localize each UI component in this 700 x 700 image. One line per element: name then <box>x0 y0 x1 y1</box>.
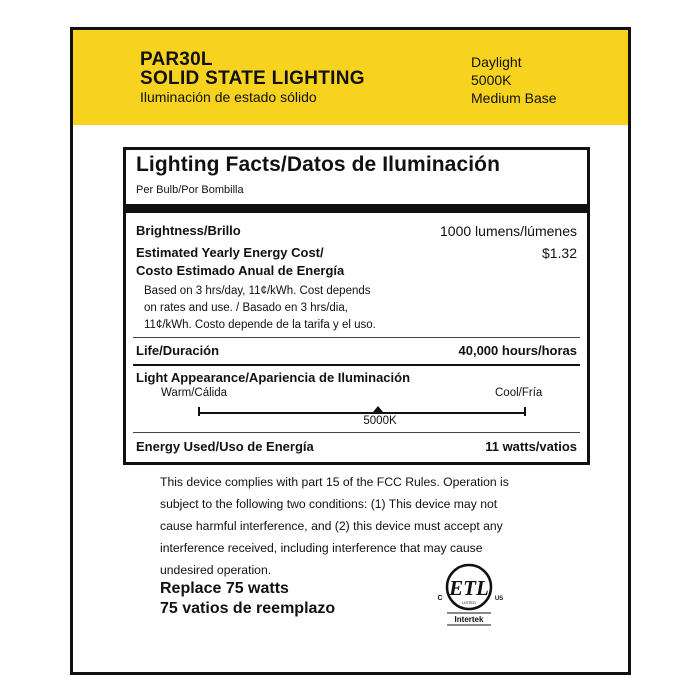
etl-mark-text: ETL <box>449 576 489 600</box>
brightness-row <box>136 223 577 238</box>
life-label: Life/Duración <box>136 343 220 358</box>
cost-note <box>144 283 376 334</box>
product-label <box>70 27 631 675</box>
divider <box>133 364 580 366</box>
energy-label: Energy Used/Uso de Energía <box>136 439 314 454</box>
warm-label: Warm/Cálida <box>161 387 228 399</box>
scale-tick-left <box>198 407 200 416</box>
cost-label-en: Estimated Yearly Energy Cost/ <box>136 245 324 260</box>
thick-divider <box>126 204 587 213</box>
facts-subtitle: Per Bulb/Por Bombilla <box>136 184 244 196</box>
cost-note-line: on rates and use. / Basado en 3 hrs/dia, <box>144 302 348 314</box>
model-name: PAR30L <box>140 49 213 70</box>
product-type-es: Iluminación de estado sólido <box>140 89 317 105</box>
appearance-row <box>136 370 577 385</box>
header-specs <box>471 53 557 107</box>
replace-line-es: 75 vatios de reemplazo <box>160 600 336 617</box>
cool-label: Cool/Fría <box>495 387 543 399</box>
label-header <box>73 30 628 125</box>
fcc-line: undesired operation. <box>160 563 272 577</box>
scale-marker-icon <box>373 406 383 412</box>
energy-value: 11 watts/vatios <box>485 439 577 454</box>
etl-listed-logo <box>435 560 503 630</box>
marker-label: 5000K <box>363 415 397 427</box>
etl-logo-icon <box>435 560 503 630</box>
fcc-statement <box>160 471 570 581</box>
cost-row <box>136 245 577 278</box>
product-type: SOLID STATE LIGHTING <box>140 68 365 89</box>
etl-c-text: C <box>437 595 443 602</box>
etl-listed-text: LISTED <box>461 600 477 605</box>
life-value: 40,000 hours/horas <box>458 343 577 358</box>
color-scale-line <box>198 412 526 414</box>
appearance-label: Light Appearance/Apariencia de Iluminación <box>136 370 411 385</box>
header-title-block <box>140 50 365 106</box>
spec-base: Medium Base <box>471 90 557 106</box>
brightness-value: 1000 lumens/lúmenes <box>440 223 577 239</box>
life-row <box>136 343 577 358</box>
etl-maker-text: Intertek <box>454 615 484 624</box>
brightness-label: Brightness/Brillo <box>136 223 241 238</box>
cost-note-line: Based on 3 hrs/day, 11¢/kWh. Cost depends <box>144 285 371 297</box>
fcc-line: interference received, including interference that may cause <box>160 541 483 555</box>
etl-us-text: US <box>494 596 503 602</box>
divider <box>133 337 580 338</box>
fcc-line: This device complies with part 15 of the FCC Rules. Operation is <box>160 475 509 489</box>
facts-title: Lighting Facts/Datos de Iluminación <box>136 153 501 176</box>
energy-row <box>136 439 577 454</box>
lighting-facts-box <box>123 147 590 465</box>
cost-value: $1.32 <box>541 245 577 261</box>
replacement-info <box>160 579 335 619</box>
fcc-line: cause harmful interference, and (2) this device must accept any <box>160 519 503 533</box>
cost-label-es: Costo Estimado Anual de Energía <box>136 263 345 278</box>
cost-note-line: 11¢/kWh. Costo depende de la tarifa y el uso. <box>144 319 376 331</box>
divider <box>133 432 580 433</box>
fcc-line: subject to the following two conditions: (1) This device may not <box>160 497 498 511</box>
spec-color: Daylight <box>471 54 522 70</box>
replace-line-en: Replace 75 watts <box>160 580 289 597</box>
scale-tick-right <box>524 407 526 416</box>
spec-temperature: 5000K <box>471 72 512 88</box>
